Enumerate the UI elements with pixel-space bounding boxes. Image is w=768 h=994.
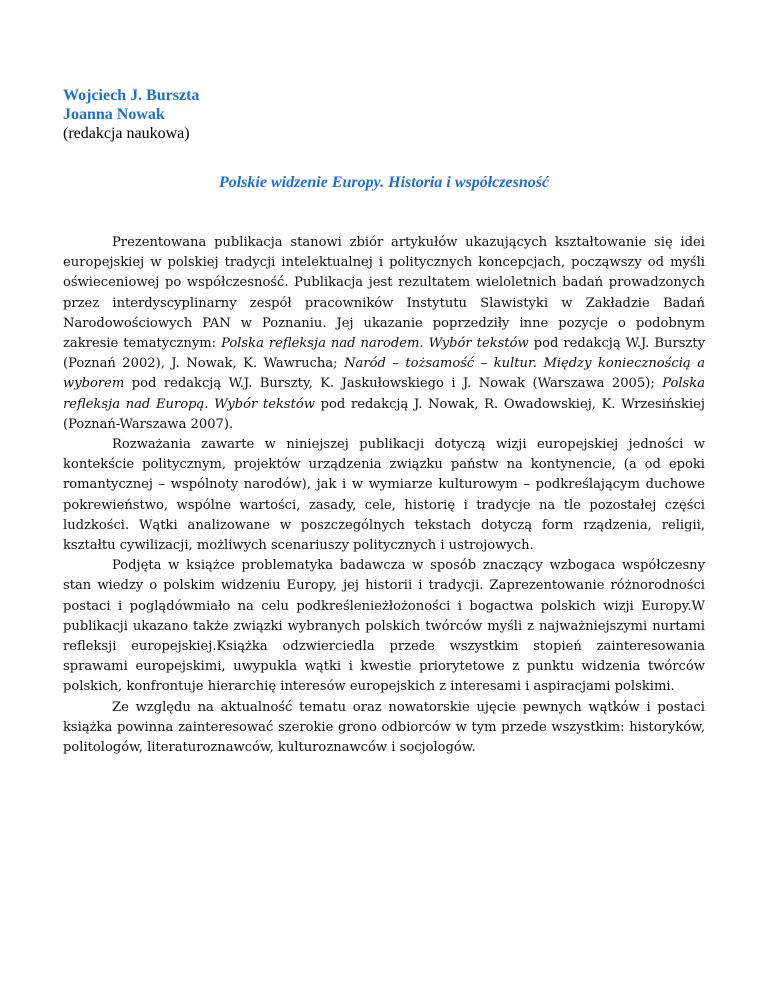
book-reference: Polska refleksja nad narodem. Wybór tekstów bbox=[221, 336, 529, 352]
paragraph: Podjęta w książce problematyka badawcza w sposób znaczący wzbogaca współczesny stan wiedzy o polskim widzeniu Europy, jej historii i tradycji. Zaprezentowanie różnorodności postaci i poglądówmiało na celu podkreślenieżłożoności i bogactwa polskich wizji Europy.W publikacji ukazano także związki wybranych polskich twórców myśli z najważniejszymi nurtami refleksji europejskiej.Książka odzwierciedla przede wszystkim stopień zainteresowania sprawami europejskimi, uwypukla wątki i kwestie priorytetowe z punktu widzenia twórców polskich, konfrontuje hierarchię interesów europejskich z interesami i aspiracjami polskimi. bbox=[63, 558, 705, 695]
paragraph bbox=[63, 233, 705, 435]
paragraph: Rozważania zawarte w niniejszej publikacji dotyczą wizji europejskiej jedności w kontekście politycznym, projektów urządzenia związku państw na kontynencie, (a od epoki romantycznej – wspólnoty narodów), jak i w wymiarze kulturowym – podkreślającym duchowe pokrewieństwo, wspólne wartości, zasady, cele, historię i tradycje na tle pozostałej części ludzkości. Wątki analizowane w poszczególnych tekstach dotyczą form rządzenia, religii, kształtu cywilizacji, możliwych scenariuszy politycznych i ustrojowych. bbox=[63, 437, 705, 554]
paragraph-text: Prezentowana publikacja stanowi zbiór artykułów ukazujących kształtowanie się idei europejskiej w polskiej tradycji intelektualnej i politycznych koncepcjach, począwszy od myśli oświeceniowej po współczesność. Publikacja jest rezultatem wieloletnich badań prowadzonych przez interdyscyplinarny zespół pracowników Instytutu Slawistyki w Zakładzie Badań Narodowościowych PAN w Poznaniu. Jej ukazanie poprzedziły inne pozycje o podobnym zakresie tematycznym: bbox=[63, 235, 705, 352]
author-name: Joanna Nowak bbox=[63, 106, 165, 123]
author-name: Wojciech J. Burszta bbox=[63, 87, 200, 104]
book-title: Polskie widzenie Europy. Historia i współczesność bbox=[218, 174, 550, 191]
editor-role: (redakcja naukowa) bbox=[63, 125, 190, 142]
paragraph-text: pod redakcją J. Nowak, R. Owadowskiej, K. Wrzesińskiej (Poznań-Warszawa 2007). bbox=[63, 396, 705, 432]
paragraph-text: pod redakcją W.J. Burszty (Poznań 2002), J. Nowak, K. Wawrucha; bbox=[63, 336, 705, 372]
description-body bbox=[63, 233, 705, 758]
book-reference: Naród – tożsamość – kultur. Między koniecznością a wyborem bbox=[63, 356, 705, 392]
paragraph: Ze względu na aktualność tematu oraz nowatorskie ujęcie pewnych wątków i postaci książka powinna zainteresować szerokie grono odbiorców w tym przede wszystkim: historyków, politologów, literaturoznawców, kulturoznawców i socjologów. bbox=[63, 699, 705, 756]
book-reference: Polska refleksja nad Europą. Wybór tekstów bbox=[63, 376, 705, 412]
authors-block bbox=[63, 86, 199, 143]
paragraph-text: pod redakcją W.J. Burszty, K. Jaskułowskiego i J. Nowak (Warszawa 2005); bbox=[124, 376, 663, 392]
